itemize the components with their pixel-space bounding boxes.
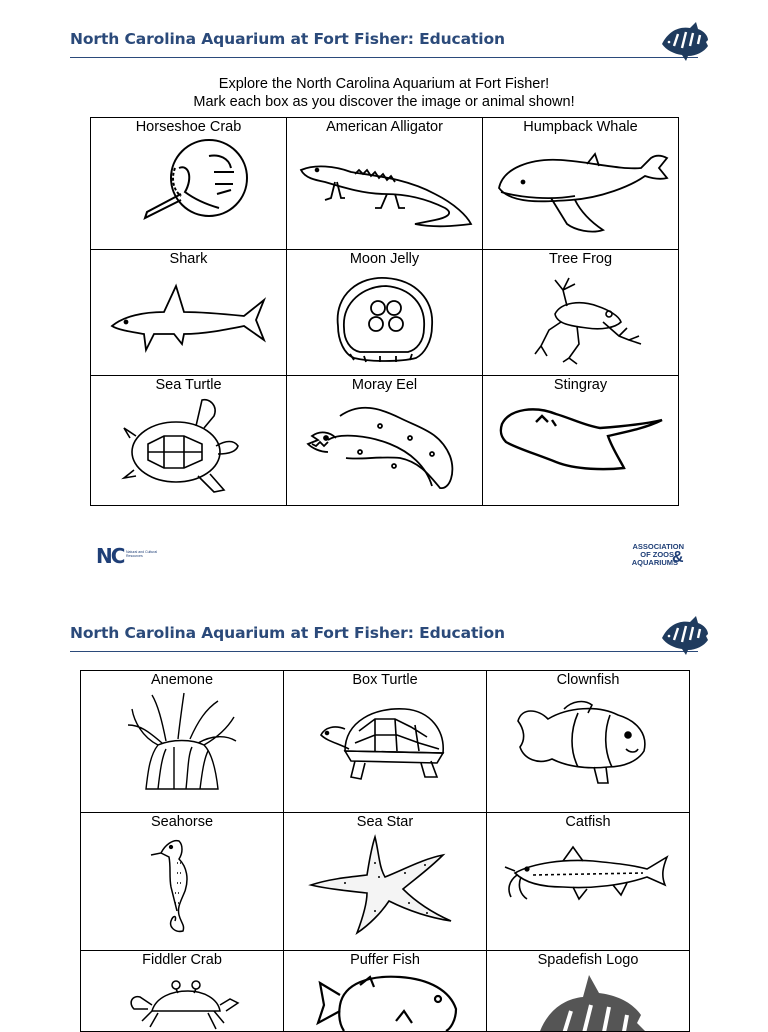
box-stingray[interactable]: [483, 376, 679, 506]
box-sea-star[interactable]: [284, 813, 487, 951]
cell-label: Catfish: [565, 814, 611, 830]
box-shark[interactable]: [91, 250, 287, 376]
box-spadefish-logo[interactable]: [487, 951, 690, 1032]
clownfish-icon: [508, 691, 668, 791]
alligator-icon: [295, 138, 475, 238]
cell-label: Tree Frog: [548, 251, 613, 267]
cell-label: Clownfish: [556, 672, 620, 688]
cell-label: Moray Eel: [351, 377, 418, 393]
box-puffer-fish[interactable]: [284, 951, 487, 1032]
box-tree-frog[interactable]: [483, 250, 679, 376]
cell-label: Box Turtle: [352, 672, 418, 688]
box-catfish[interactable]: [487, 813, 690, 951]
box-turtle-icon: [315, 691, 455, 791]
box-box-turtle[interactable]: [284, 671, 487, 813]
header-divider: [70, 651, 698, 652]
cell-label: Humpback Whale: [523, 119, 638, 135]
header-title: North Carolina Aquarium at Fort Fisher: Education: [70, 624, 505, 642]
aza-line-1: ASSOCIATION: [632, 542, 684, 551]
puffer-fish-icon: [300, 971, 470, 1031]
box-anemone[interactable]: [81, 671, 284, 813]
aza-logo: [622, 543, 692, 569]
scavenger-grid-1: [90, 117, 679, 506]
cell-label: Seahorse: [150, 814, 214, 830]
cell-label: Moon Jelly: [349, 251, 420, 267]
scavenger-grid-2: [80, 670, 690, 1032]
cell-label: Stingray: [553, 377, 608, 393]
intro-line-2: Mark each box as you discover the image or animal shown!: [193, 94, 575, 110]
box-moon-jelly[interactable]: [287, 250, 483, 376]
spadefish-logo-icon: [660, 614, 710, 656]
catfish-icon: [503, 833, 673, 923]
intro-line-1: Explore the North Carolina Aquarium at Fort Fisher!: [218, 76, 550, 92]
header-divider: [70, 57, 698, 58]
tree-frog-icon: [511, 270, 651, 370]
cell-label: Sea Turtle: [155, 377, 222, 393]
nc-logo-mark: NC: [96, 544, 124, 568]
intro-text: [0, 75, 768, 111]
box-horseshoe-crab[interactable]: [91, 118, 287, 250]
nc-logo-subtext: Natural and Cultural Resources: [126, 550, 158, 558]
cell-label: Sea Star: [356, 814, 414, 830]
cell-label: Shark: [169, 251, 208, 267]
cell-label: American Alligator: [326, 119, 443, 135]
box-moray-eel[interactable]: [287, 376, 483, 506]
box-fiddler-crab[interactable]: [81, 951, 284, 1032]
cell-label: Fiddler Crab: [142, 952, 222, 968]
nc-logo: [96, 544, 162, 570]
cell-label: Horseshoe Crab: [135, 119, 242, 135]
page-header-1: [70, 10, 698, 60]
spadefish-logo-icon: [660, 20, 710, 62]
aza-line-2: OF ZOOS: [640, 550, 674, 559]
moray-eel-icon: [300, 396, 470, 496]
fiddler-crab-icon: [122, 971, 242, 1031]
box-american-alligator[interactable]: [287, 118, 483, 250]
stingray-icon: [496, 396, 666, 476]
box-sea-turtle[interactable]: [91, 376, 287, 506]
anemone-icon: [122, 691, 242, 795]
box-humpback-whale[interactable]: [483, 118, 679, 250]
sea-turtle-icon: [114, 396, 264, 496]
cell-label: Anemone: [150, 672, 214, 688]
aza-ampersand: &: [672, 549, 684, 566]
cell-label: Spadefish Logo: [537, 952, 639, 968]
spadefish-logo-icon: [523, 971, 653, 1031]
seahorse-icon: [147, 833, 217, 937]
whale-icon: [491, 138, 671, 238]
shark-icon: [104, 270, 274, 366]
box-seahorse[interactable]: [81, 813, 284, 951]
moon-jelly-icon: [320, 270, 450, 366]
sea-star-icon: [305, 833, 465, 937]
aza-line-3: AQUARIUMS: [631, 558, 678, 567]
header-title: North Carolina Aquarium at Fort Fisher: Education: [70, 30, 505, 48]
page-header-2: [70, 604, 698, 654]
cell-label: Puffer Fish: [350, 952, 420, 968]
box-clownfish[interactable]: [487, 671, 690, 813]
horseshoe-crab-icon: [119, 138, 259, 230]
